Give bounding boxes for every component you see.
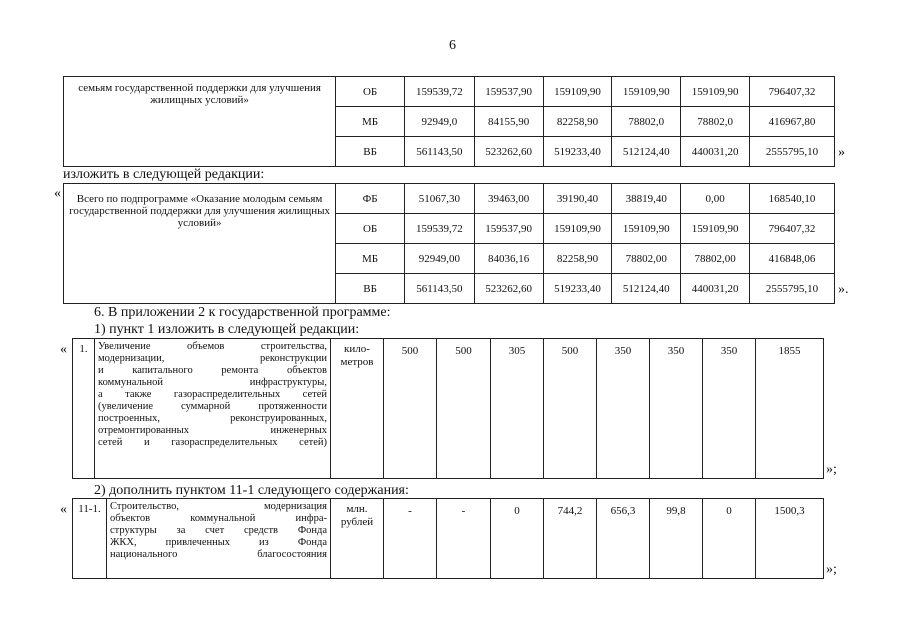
description-line: ЖКХ, привлеченных из Фонда [110,537,327,548]
table-cell: 159539,72 [404,77,474,107]
fund-code: ОБ [336,77,405,107]
fund-code: ОБ [336,214,405,244]
table-cell: 512124,40 [612,274,681,304]
table-cell: - [437,499,491,579]
table-cell: 78802,00 [681,244,750,274]
description-line: модернизации, реконструкции [98,353,327,364]
opening-quote: « [60,342,67,357]
table-cell: 82258,90 [543,107,612,137]
table-cell: 159539,72 [404,214,474,244]
instruction-text: изложить в следующей редакции: [63,167,265,182]
table-cell: 1855 [756,339,824,479]
description-line: построенных, реконструированных, [98,413,327,424]
unit-line: метров [340,356,374,368]
table-cell: 78802,00 [612,244,681,274]
fund-code: ВБ [336,137,405,167]
table-young-families-continued [63,76,835,167]
description-line: Увеличение объемов строительства, [98,341,327,352]
paragraph-6: 6. В приложении 2 к государственной программе: [94,305,391,320]
unit-line: млн. [346,503,368,515]
table-cell: 523262,60 [474,137,543,167]
table-cell: - [384,499,437,579]
description-line: и капитального ремонта объектов [98,365,327,376]
table-cell: 2555795,10 [749,137,834,167]
fund-code: МБ [336,244,405,274]
table-cell: 796407,32 [749,77,834,107]
opening-quote: « [54,186,61,201]
table-cell: 523262,60 [474,274,543,304]
table-cell: 168540,10 [749,184,834,214]
table-cell: 500 [437,339,491,479]
unit-line: рублей [340,516,374,528]
table-cell: 159109,90 [681,214,750,244]
closing-quote: » [838,145,845,160]
description-line: отремонтированных инженерных [98,425,327,436]
table-cell: 0 [703,499,756,579]
closing-quote: »; [826,562,837,577]
fund-code: МБ [336,107,405,137]
table-cell: 512124,40 [612,137,681,167]
table-cell: 92949,0 [404,107,474,137]
table-cell: 1500,3 [756,499,824,579]
table-cell: 561143,50 [404,274,474,304]
unit-of-measure [331,339,384,479]
description-line: Строительство, модернизация [110,501,327,512]
table-cell: 99,8 [650,499,703,579]
table-cell: 656,3 [597,499,650,579]
table-cell: 519233,40 [543,274,612,304]
table-young-families-total [63,183,835,304]
table-cell: 159109,90 [681,77,750,107]
table-cell: 500 [384,339,437,479]
description-line: а также газораспределительных сетей [98,389,327,400]
table-cell: 416848,06 [749,244,834,274]
table-cell: 350 [650,339,703,479]
table-cell: 159109,90 [543,214,612,244]
table-cell: 51067,30 [404,184,474,214]
table-cell: 39463,00 [474,184,543,214]
table-cell: 796407,32 [749,214,834,244]
table-cell: 159109,90 [612,77,681,107]
table-cell: 84155,90 [474,107,543,137]
table-cell: 519233,40 [543,137,612,167]
table-cell: 0,00 [681,184,750,214]
fund-code: ВБ [336,274,405,304]
table-cell: 440031,20 [681,137,750,167]
table-cell: 39190,40 [543,184,612,214]
opening-quote: « [60,502,67,517]
table-point-11-1 [72,498,824,579]
table-cell: 561143,50 [404,137,474,167]
fund-code: ФБ [336,184,405,214]
page-number: 6 [449,38,456,53]
table-cell: 84036,16 [474,244,543,274]
subprogram-name: Всего по подпрограмме «Оказание молодым семьям государственной поддержки для улучшения жилищных условий» [64,184,336,304]
table-cell: 159109,90 [612,214,681,244]
item-number: 1. [73,339,95,479]
description-line: (увеличение суммарной протяженности [98,401,327,412]
table-cell: 350 [703,339,756,479]
table-cell: 500 [544,339,597,479]
table-cell: 305 [491,339,544,479]
paragraph-6-item-2: 2) дополнить пунктом 11-1 следующего содержания: [94,483,409,498]
unit-line: кило- [344,343,370,355]
description-line: структуры за счет средств Фонда [110,525,327,536]
description-line: национального благосостояния [110,549,327,560]
table-cell: 78802,0 [681,107,750,137]
table-cell: 350 [597,339,650,479]
description-line: коммунальной инфраструктуры, [98,377,327,388]
table-cell: 0 [491,499,544,579]
table-cell: 2555795,10 [749,274,834,304]
table-cell: 82258,90 [543,244,612,274]
table-cell: 744,2 [544,499,597,579]
closing-quote: »; [826,462,837,477]
table-cell: 38819,40 [612,184,681,214]
table-cell: 159537,90 [474,77,543,107]
table-cell: 416967,80 [749,107,834,137]
table-cell: 159537,90 [474,214,543,244]
table-cell: 78802,0 [612,107,681,137]
description-line: объектов коммунальной инфра- [110,513,327,524]
table-cell: 440031,20 [681,274,750,304]
table-cell: 159109,90 [543,77,612,107]
paragraph-6-item-1: 1) пункт 1 изложить в следующей редакции: [94,322,360,337]
item-description [107,499,331,579]
table-cell: 92949,00 [404,244,474,274]
description-line: сетей и газораспределительных сетей) [98,437,327,448]
item-number: 11-1. [73,499,107,579]
item-description [95,339,331,479]
unit-of-measure [331,499,384,579]
closing-quote: ». [838,282,849,297]
table-point-1 [72,338,824,479]
subprogram-name: семьям государственной поддержки для улучшения жилищных условий» [64,77,336,167]
